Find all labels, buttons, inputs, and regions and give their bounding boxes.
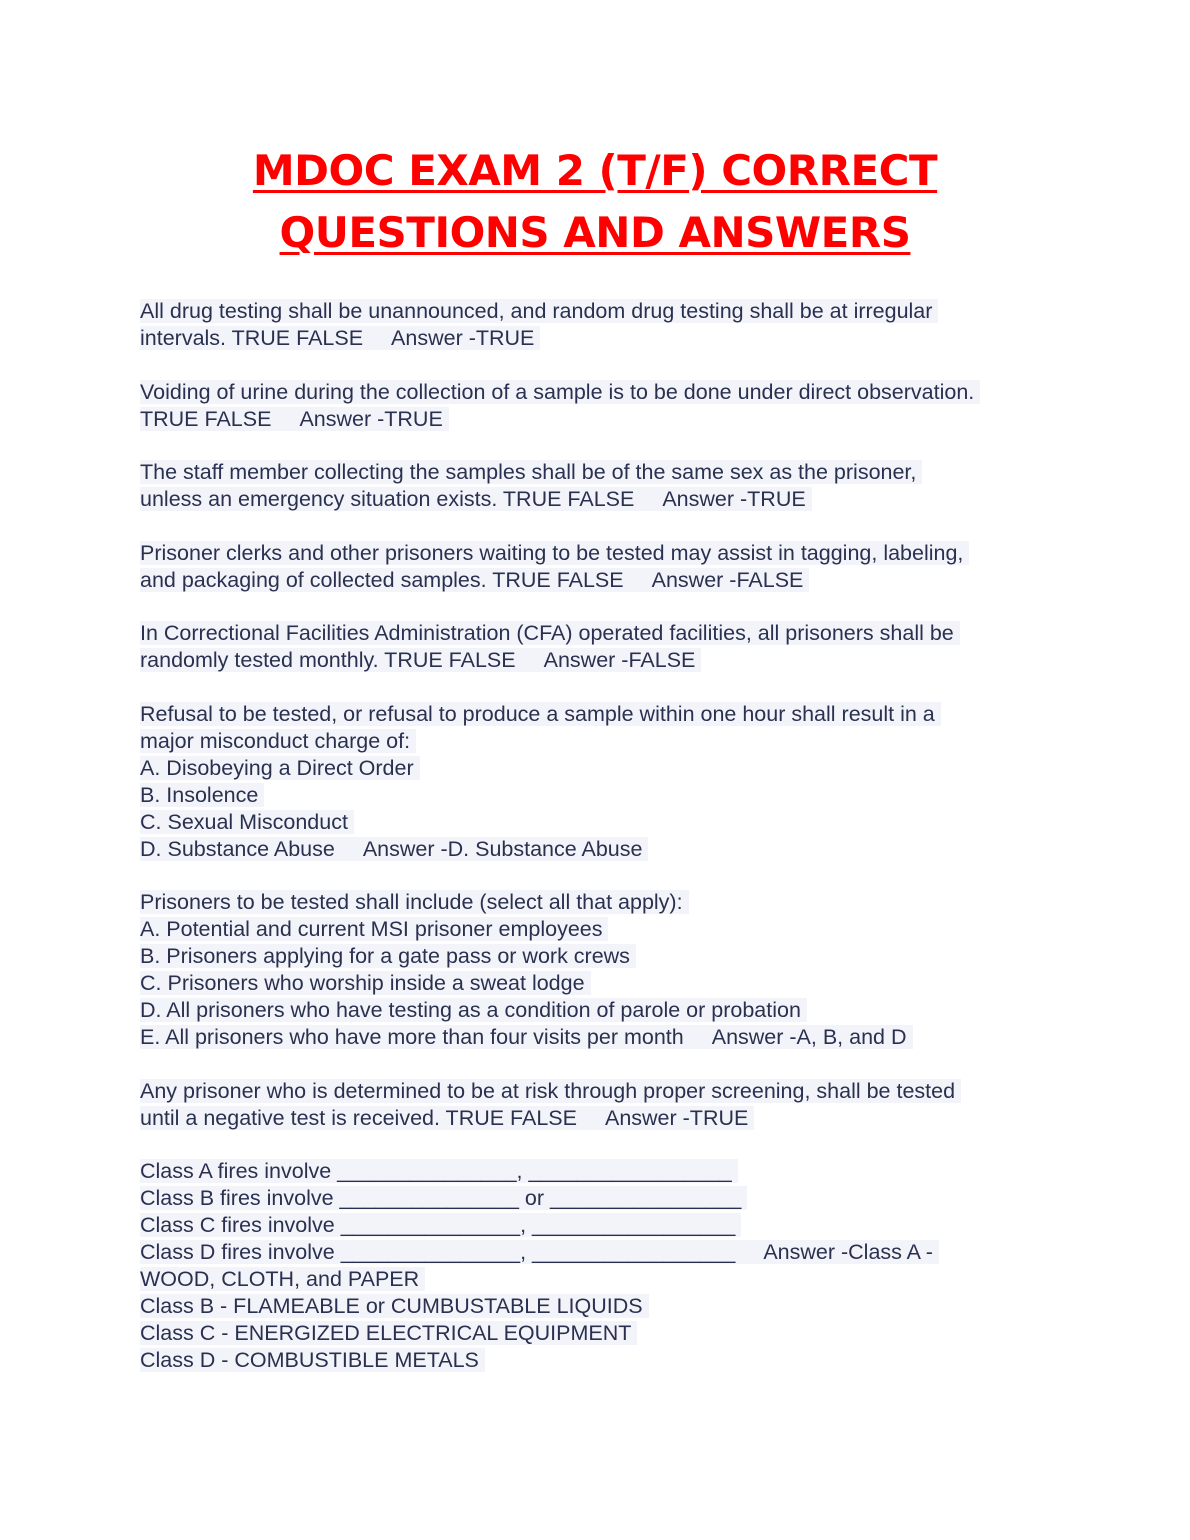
question-text: Prisoner clerks and other prisoners waiting to be tested may assist in tagging, labeling, bbox=[140, 541, 969, 565]
question-text: The staff member collecting the samples shall be of the same sex as the prisoner, bbox=[140, 460, 922, 484]
question-item bbox=[140, 1078, 1060, 1132]
option-text: D. All prisoners who have testing as a condition of parole or probation bbox=[140, 998, 807, 1022]
question-text: Voiding of urine during the collection of a sample is to be done under direct observation. bbox=[140, 380, 980, 404]
answer-text: Answer -Class A - bbox=[763, 1240, 933, 1264]
answer-text: Answer -TRUE bbox=[604, 1105, 749, 1130]
question-text: Prisoners to be tested shall include (select all that apply): bbox=[140, 890, 689, 914]
answer-text: Answer -D. Substance Abuse bbox=[362, 836, 643, 861]
option-text: D. Substance Abuse bbox=[140, 836, 335, 861]
question-item bbox=[140, 620, 1060, 674]
question-text: and packaging of collected samples. TRUE FALSE bbox=[140, 567, 624, 592]
option-text: A. Potential and current MSI prisoner employees bbox=[140, 917, 608, 941]
answer-text: Class B - FLAMEABLE or CUMBUSTABLE LIQUIDS bbox=[140, 1294, 649, 1318]
question-item bbox=[140, 889, 1060, 1051]
question-text: Class A fires involve _______________, _________________ bbox=[140, 1159, 738, 1183]
question-text: TRUE FALSE bbox=[140, 406, 272, 431]
question-item bbox=[140, 379, 1060, 433]
question-text: Any prisoner who is determined to be at risk through proper screening, shall be tested bbox=[140, 1079, 961, 1103]
question-text: Class C fires involve _______________, _________________ bbox=[140, 1213, 741, 1237]
question-item bbox=[140, 540, 1060, 594]
question-item bbox=[140, 298, 1060, 352]
answer-text: Class C - ENERGIZED ELECTRICAL EQUIPMENT bbox=[140, 1321, 637, 1345]
answer-text: WOOD, CLOTH, and PAPER bbox=[140, 1267, 425, 1291]
option-text: C. Sexual Misconduct bbox=[140, 810, 354, 834]
question-text: All drug testing shall be unannounced, and random drug testing shall be at irregular bbox=[140, 299, 938, 323]
answer-text: Answer -TRUE bbox=[299, 406, 443, 431]
question-text: Refusal to be tested, or refusal to produce a sample within one hour shall result in a bbox=[140, 702, 941, 726]
question-item bbox=[140, 459, 1060, 513]
answer-text: Answer -FALSE bbox=[543, 648, 696, 672]
question-text: In Correctional Facilities Administration (CFA) operated facilities, all prisoners shall be bbox=[140, 621, 960, 645]
title-line-2: QUESTIONS AND ANSWERS bbox=[279, 208, 911, 257]
title-line-1: MDOC EXAM 2 (T/F) CORRECT bbox=[252, 146, 938, 195]
question-text: randomly tested monthly. TRUE FALSE bbox=[140, 648, 516, 672]
answer-text: Answer -TRUE bbox=[662, 487, 806, 511]
answer-text: Answer -FALSE bbox=[651, 567, 804, 592]
document-title bbox=[0, 140, 1190, 264]
question-text: Class D fires involve _______________, _________________ bbox=[140, 1240, 736, 1264]
answer-text: Class D - COMBUSTIBLE METALS bbox=[140, 1348, 485, 1372]
question-text: unless an emergency situation exists. TRUE FALSE bbox=[140, 487, 635, 511]
question-text: major misconduct charge of: bbox=[140, 729, 416, 753]
option-text: C. Prisoners who worship inside a sweat lodge bbox=[140, 971, 591, 995]
option-text: B. Insolence bbox=[140, 783, 264, 807]
question-item bbox=[140, 1158, 1060, 1374]
option-text: E. All prisoners who have more than four visits per month bbox=[140, 1025, 684, 1049]
question-text: Class B fires involve _______________ or ________________ bbox=[140, 1186, 747, 1210]
question-text: until a negative test is received. TRUE FALSE bbox=[140, 1105, 577, 1130]
option-text: A. Disobeying a Direct Order bbox=[140, 756, 420, 780]
option-text: B. Prisoners applying for a gate pass or work crews bbox=[140, 944, 636, 968]
question-text: intervals. TRUE FALSE bbox=[140, 326, 364, 350]
questions-list bbox=[140, 298, 1060, 1401]
answer-text: Answer -TRUE bbox=[391, 326, 535, 350]
question-item bbox=[140, 701, 1060, 863]
answer-text: Answer -A, B, and D bbox=[711, 1025, 907, 1049]
